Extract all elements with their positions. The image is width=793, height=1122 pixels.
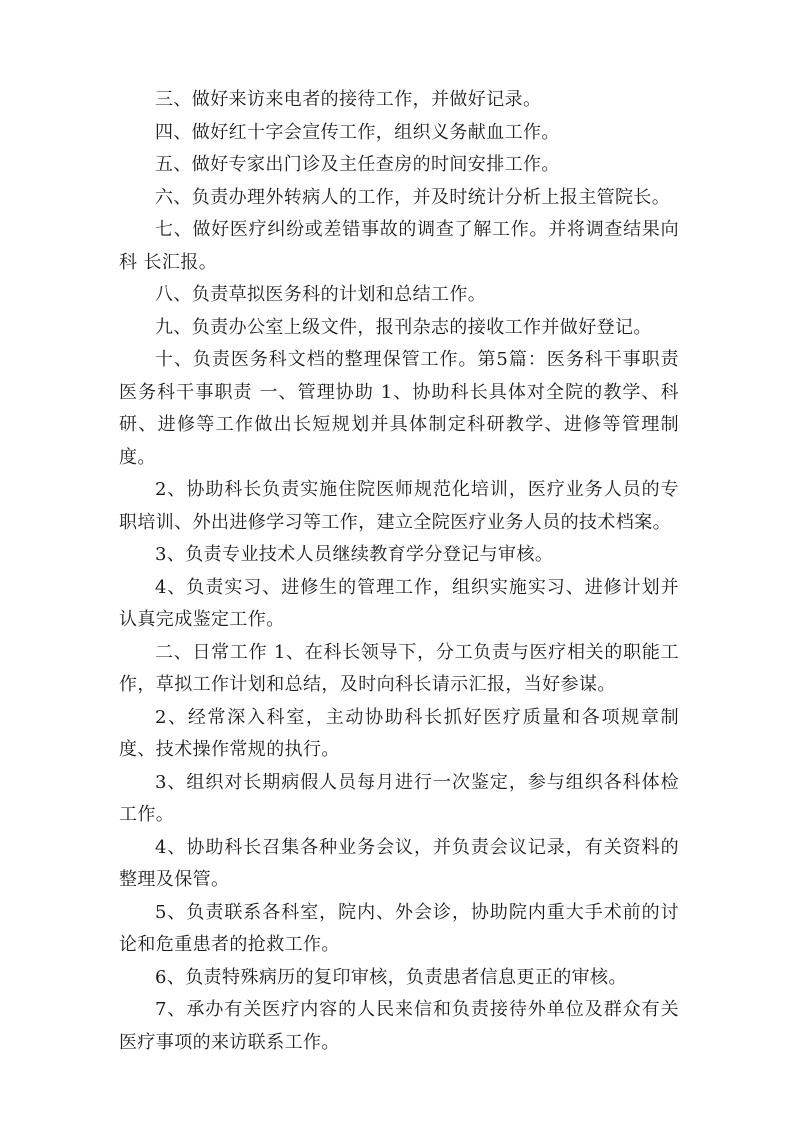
paragraph: 7、承办有关医疗内容的人民来信和负责接待外单位及群众有关医疗事项的来访联系工作。 [119,999,679,1053]
paragraph: 2、协助科长负责实施住院医师规范化培训，医疗业务人员的专职培训、外出进修学习等工作，建立全院医疗业务人员的技术档案。 [119,479,679,533]
paragraph: 五、做好专家出门诊及主任查房的时间安排工作。 [155,154,560,175]
paragraph: 4、协助科长召集各种业务会议，并负责会议记录，有关资料的整理及保管。 [119,836,679,890]
paragraph: 六、负责办理外转病人的工作，并及时统计分析上报主管院长。 [155,186,671,208]
paragraph: 2、经常深入科室，主动协助科长抓好医疗质量和各项规章制度、技术操作常规的执行。 [119,706,679,760]
paragraph: 三、做好来访来电者的接待工作，并做好记录。 [155,89,542,110]
document-page [119,84,679,1059]
paragraph: 八、负责草拟医务科的计划和总结工作。 [155,284,487,305]
paragraph: 十、负责医务科文档的整理保管工作。第5篇：医务科干事职责 医务科干事职责 一、管理协助 1、协助科长具体对全院的教学、科研、进修等工作做出长短规划并具体制定科研教学、进修等管理制度。 [119,349,679,468]
paragraph: 3、负责专业技术人员继续教育学分登记与审核。 [155,544,554,565]
paragraph: 二、日常工作 1、在科长领导下，分工负责与医疗相关的职能工作，草拟工作计划和总结，及时向科长请示汇报，当好参谋。 [119,641,679,695]
paragraph: 四、做好红十字会宣传工作，组织义务献血工作。 [155,121,560,143]
paragraph: 4、负责实习、进修生的管理工作，组织实施实习、进修计划并认真完成鉴定工作。 [119,576,679,630]
paragraph: 5、负责联系各科室，院内、外会诊，协助院内重大手术前的讨论和危重患者的抢救工作。 [119,901,679,955]
paragraph: 七、做好医疗纠纷或差错事故的调查了解工作。并将调查结果向科 长汇报。 [119,219,679,273]
paragraph: 3、组织对长期病假人员每月进行一次鉴定，参与组织各科体检工作。 [119,771,679,825]
paragraph: 九、负责办公室上级文件，报刊杂志的接收工作并做好登记。 [155,316,652,338]
paragraph: 6、负责特殊病历的复印审核，负责患者信息更正的审核。 [155,966,627,988]
